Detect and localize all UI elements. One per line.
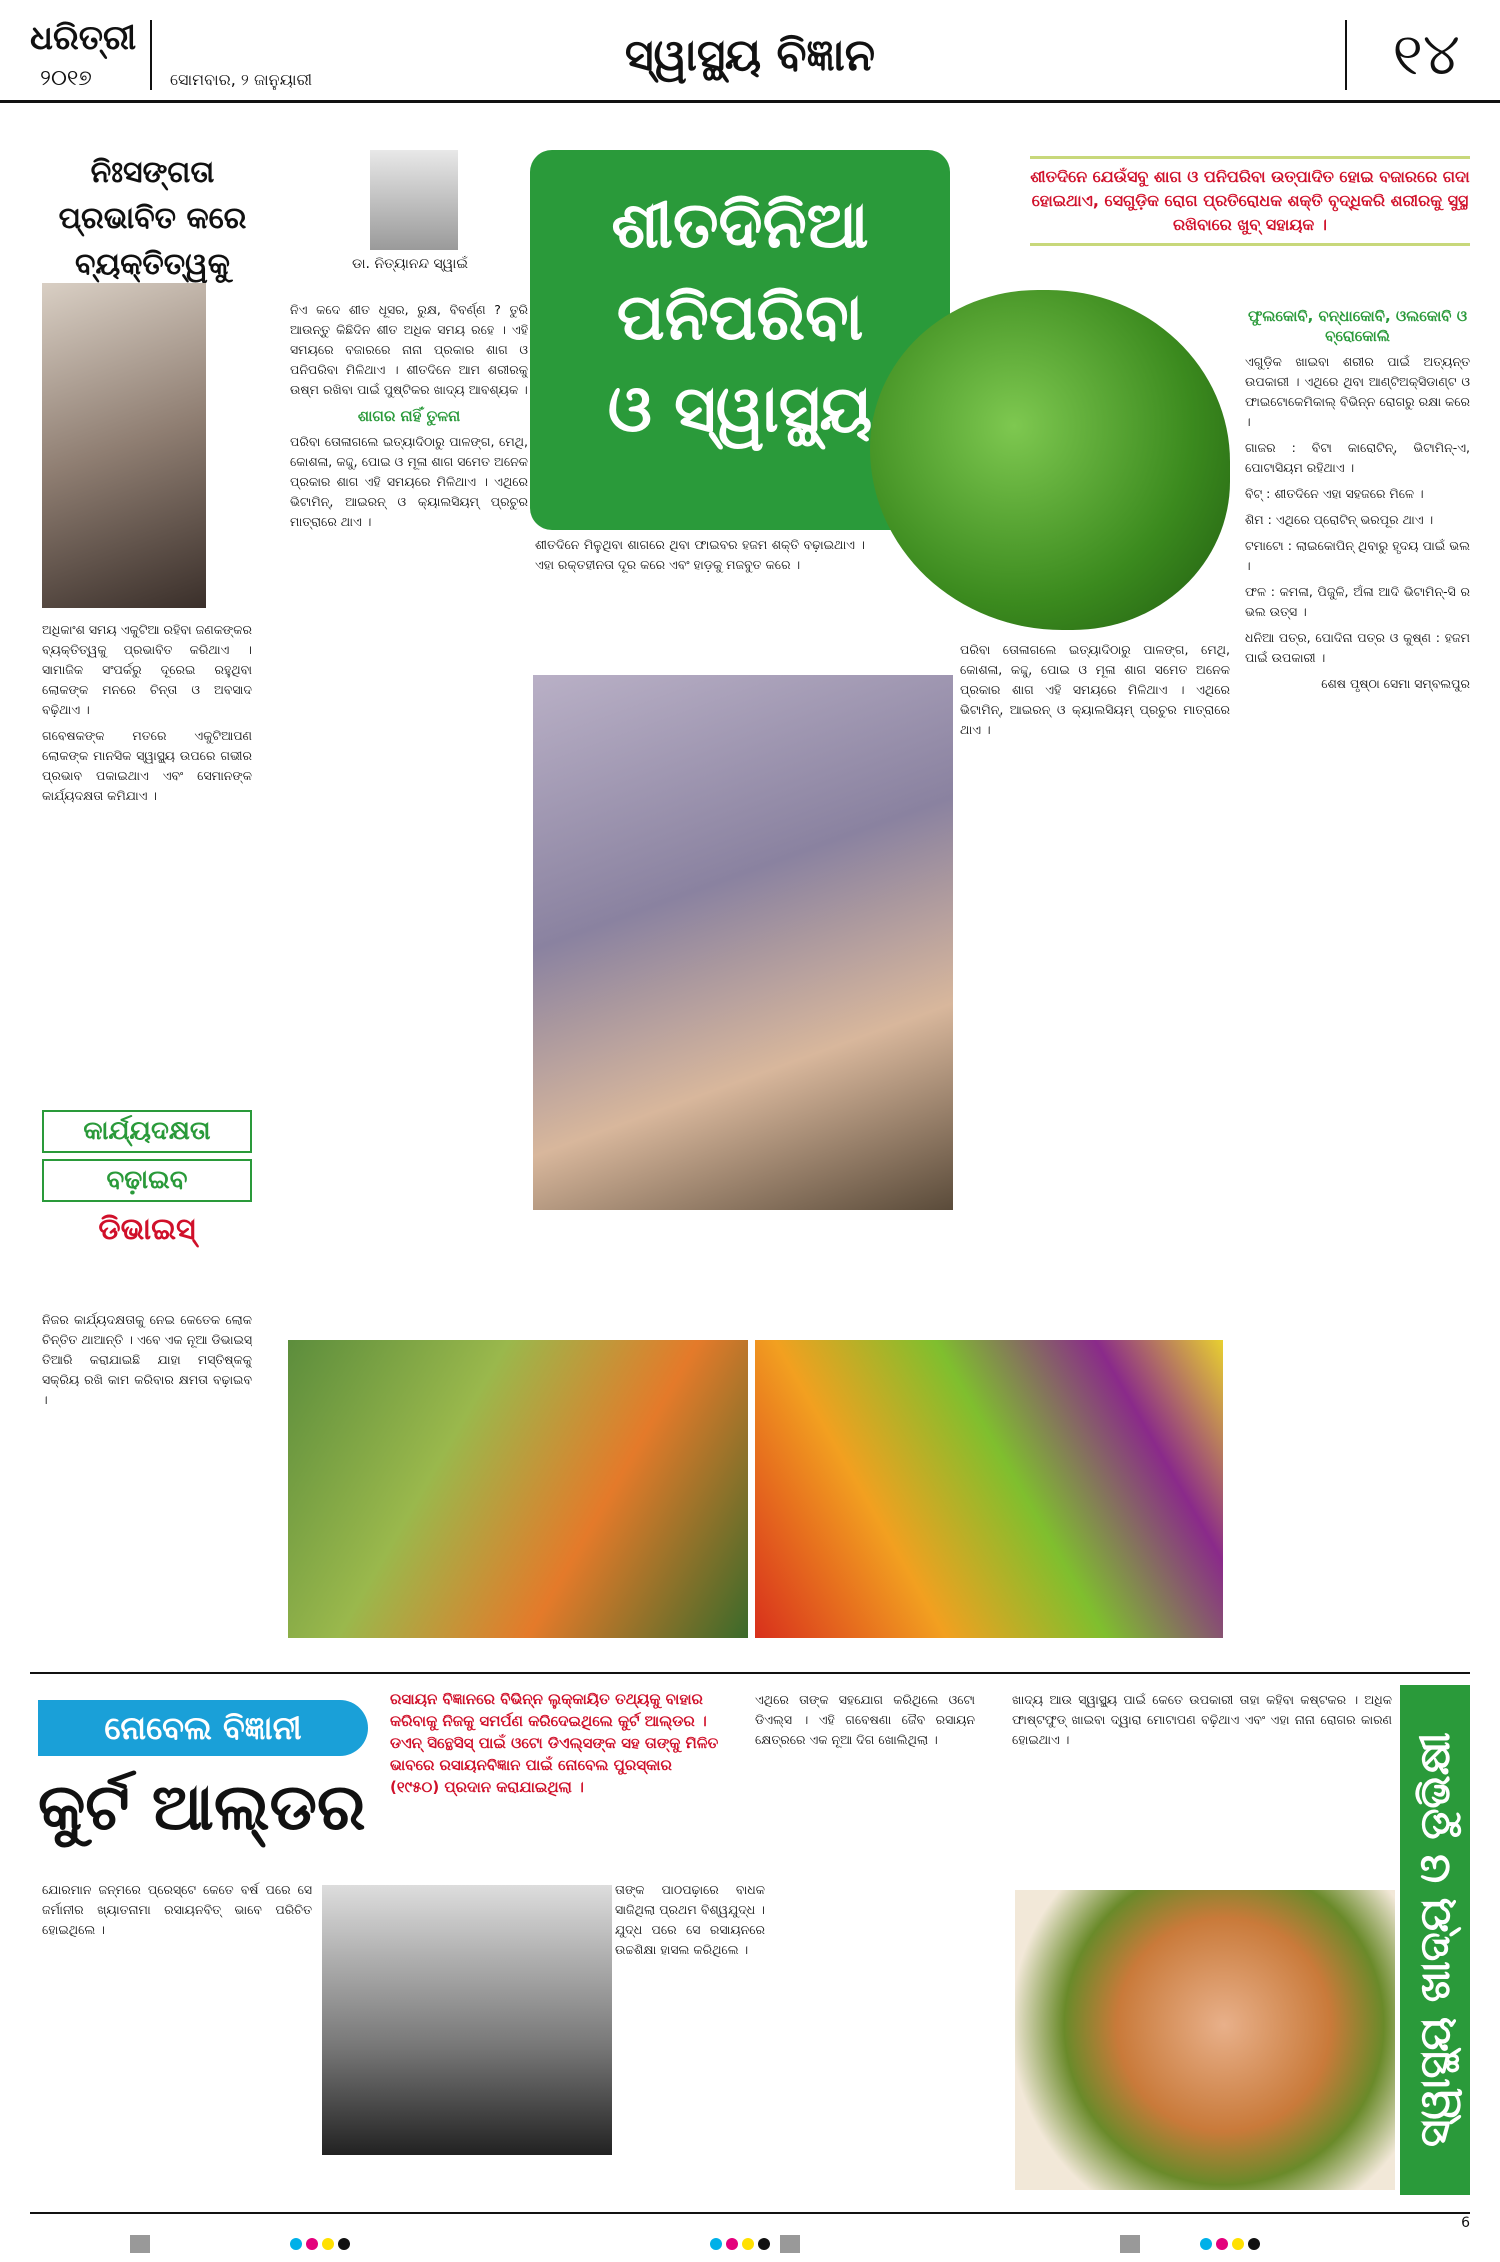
list-item: ଗାଜର : ବିଟା କାରୋଟିନ୍, ଭିଟାମିନ୍-ଏ, ପୋଟାସିୟମ ରହିଥାଏ । (1245, 440, 1470, 475)
paragraph: ଅଧିକାଂଶ ସମୟ ଏକୁଟିଆ ରହିବା ଜଣକଙ୍କର ବ୍ୟକ୍ତିତ୍ୱକୁ ପ୍ରଭାବିତ କରିଥାଏ । ସାମାଜିକ ସଂପର୍କରୁ ଦୂରେଇ ରହୁଥିବା ଲୋକଙ୍କ ମନରେ ଚିନ୍ତା ଓ ଅବସାଦ ବଢ଼ିଥାଏ । (42, 622, 252, 717)
magenta-swatch (306, 2238, 318, 2250)
author-box (290, 150, 530, 280)
masthead (0, 0, 1500, 103)
author-name: ଡା. ନିତ୍ୟାନନ୍ଦ ସ୍ୱାଇଁ (351, 256, 469, 272)
divider (30, 2212, 1470, 2214)
black-swatch (758, 2238, 770, 2250)
list-item: ଟମାଟୋ : ଲାଇକୋପିନ୍ ଥିବାରୁ ହୃଦୟ ପାଇଁ ଭଲ । (1245, 538, 1470, 573)
yellow-swatch (1232, 2238, 1244, 2250)
subheading: ଶାଗର ନାହିଁ ତୁଳନା (357, 407, 461, 425)
woman-eating-carrot-photo (533, 675, 953, 1210)
callout-text: ଶୀତଦିନେ ଯେଉଁସବୁ ଶାଗ ଓ ପନିପରିବା ଉତ୍ପାଦିତ ହୋଇ ବଜାରରେ ଗଦା ହୋଇଥାଏ, ସେଗୁଡ଼ିକ ରୋଗ ପ୍ରତିରୋଧକ ଶକ୍ତି ବୃଦ୍ଧିକରି ଶରୀରକୁ ସୁସ୍ଥ ରଖିବାରେ ଖୁବ୍ ସହାୟକ । (1030, 167, 1470, 234)
print-mark (1120, 2235, 1140, 2253)
sidebox-body: ନିଜର କାର୍ଯ୍ୟଦକ୍ଷତାକୁ ନେଇ କେତେକ ଲୋକ ଚିନ୍ତିତ ଥାଆନ୍ତି । ଏବେ ଏକ ନୂଆ ଡିଭାଇସ୍ ତିଆରି କରାଯାଇଛି ଯାହା ମସ୍ତିଷ୍କକୁ ସକ୍ରିୟ ରଖି କାମ କରିବାର କ୍ଷମତା ବଢ଼ାଇବ । (42, 1312, 252, 1407)
left-article-body (42, 620, 252, 1100)
black-swatch (338, 2238, 350, 2250)
vegetables-photo (288, 1340, 748, 1638)
divider (1345, 20, 1347, 90)
health-body: ଖାଦ୍ୟ ଆଉ ସ୍ୱାସ୍ଥ୍ୟ ପାଇଁ କେତେ ଉପକାରୀ ତାହା କହିବା କଷ୍ଟକର । ଅଧିକ ଫାଷ୍ଟଫୁଡ୍ ଖାଇବା ଦ୍ୱାରା ମୋଟାପଣ ବଢ଼ିଥାଏ ଏବଂ ଏହା ନାନା ରୋଗର କାରଣ ହୋଇଥାଏ । (1012, 1692, 1392, 1747)
divider (1030, 156, 1470, 159)
print-mark (780, 2235, 800, 2253)
health-banner: ସ୍ୱାସ୍ଥ୍ୟ ଖାଦ୍ୟ ଓ ଡୁଭିକ୍ଷୀ (1400, 1685, 1470, 2195)
cyan-swatch (710, 2238, 722, 2250)
black-swatch (1248, 2238, 1260, 2250)
nobel-col2: ତାଙ୍କ ପାଠପଢ଼ାରେ ବାଧକ ସାଜିଥିଲା ପ୍ରଥମ ବିଶ୍ୱଯୁଦ୍ଧ । ଯୁଦ୍ଧ ପରେ ସେ ରସାୟନରେ ଉଚ୍ଚଶିକ୍ଷା ହାସଲ କରିଥିଲେ । (615, 1882, 765, 1957)
yellow-swatch (322, 2238, 334, 2250)
spinach-image (870, 290, 1230, 630)
device-sidebox (42, 1110, 252, 1257)
author-photo (370, 150, 458, 250)
list-item: ଶିମ : ଏଥିରେ ପ୍ରୋଟିନ୍ ଭରପୂର ଥାଏ । (1245, 512, 1434, 527)
nobel-banner: ନୋବେଲ ବିଜ୍ଞାନୀ (38, 1700, 368, 1756)
magenta-swatch (726, 2238, 738, 2250)
main-article-col2: ଶୀତଦିନେ ମିଳୁଥିବା ଶାଗରେ ଥିବା ଫାଇବର ହଜମ ଶକ୍ତି ବଢ଼ାଇଥାଏ । ଏହା ରକ୍ତହୀନତା ଦୂର କରେ ଏବଂ ହାଡ଼କୁ ମଜବୁତ କରେ । (535, 537, 865, 572)
main-article-col3: ପରିବା ତୋଳାଗଲେ ଇତ୍ୟାଦିଠାରୁ ପାଳଙ୍ଗ, ମେଥି, କୋଶଳା, କଦ୍ଦୁ, ପୋଇ ଓ ମୂଳା ଶାଗ ସମେତ ଅନେକ ପ୍ରକାର ଶାଗ ଏହି ସମୟରେ ମିଳିଥାଏ । ଏଥିରେ ଭିଟାମିନ୍, ଆଇରନ୍ ଓ କ୍ୟାଲସିୟମ୍ ପ୍ରଚୁର ମାତ୍ରାରେ ଥାଏ । (960, 642, 1230, 737)
list-item: ବିଟ୍ : ଶୀତଦିନେ ଏହା ସହଜରେ ମିଳେ । (1245, 486, 1424, 501)
newspaper-logo: ଧରିତ୍ରୀ (30, 18, 137, 58)
list-item: ଫଳ : କମଳା, ପିଜୁଳି, ଅଁଳା ଆଦି ଭିଟାମିନ୍-ସି ର ଭଲ ଉତ୍ସ । (1245, 584, 1470, 619)
title-line: ପନିପରିବା (616, 280, 864, 355)
left-article-title: ନିଃସଙ୍ଗତା ପ୍ରଭାବିତ କରେ ବ୍ୟକ୍ତିତ୍ୱକୁ (58, 155, 247, 282)
woman-photo (42, 283, 206, 608)
sidebox-line: କାର୍ଯ୍ୟଦକ୍ଷତା (42, 1110, 252, 1153)
nobel-callout: ରସାୟନ ବିଜ୍ଞାନରେ ବିଭିନ୍ନ ଲୁକ୍କାୟିତ ତଥ୍ୟକୁ ବାହାର କରିବାକୁ ନିଜକୁ ସମର୍ପଣ କରିଦେଇଥିଲେ କୁର୍ଟ ଆଲ୍ଡର । ଡଏନ୍ ସିନ୍ଥେସିସ୍ ପାଇଁ ଓଟୋ ଡିଏଲ୍ସଙ୍କ ସହ ତାଙ୍କୁ ମିଳିତ ଭାବରେ ରସାୟନବିଜ୍ଞାନ ପାଇଁ ନୋବେଲ ପୁରସ୍କାର (୧୯୫୦) ପ୍ରଦାନ କରାଯାଇଥିଲା । (390, 1690, 719, 1796)
woman-burger-photo (1015, 1890, 1395, 2190)
section-title: ସ୍ୱାସ୍ଥ୍ୟ ବିଜ୍ଞାନ (624, 30, 876, 81)
nobel-name: କୁର୍ଟ ଆଲ୍ଡର (38, 1770, 366, 1845)
date-label: ସୋମବାର, ୨ ଜାନୁୟାରୀ (170, 70, 313, 89)
cyan-swatch (1200, 2238, 1212, 2250)
title-line: ଶୀତଦିନିଆ (611, 188, 869, 263)
title-line: ଓ ସ୍ୱାସ୍ଥ୍ୟ (607, 372, 873, 447)
nobel-col3: ଏଥିରେ ତାଙ୍କ ସହଯୋଗ କରିଥିଲେ ଓଟୋ ଡିଏଲ୍ସ । ଏହି ଗବେଷଣା ଜୈବ ରସାୟନ କ୍ଷେତ୍ରରେ ଏକ ନୂଆ ଦିଗ ଖୋଲିଥିଲା । (755, 1692, 975, 1747)
main-callout (1030, 150, 1470, 270)
page-footer-number: 6 (1461, 2215, 1470, 2231)
subheading: ଫୁଲକୋବି, ବନ୍ଧାକୋବି, ଓଲକୋବି ଓ ବ୍ରୋକୋଲି (1247, 307, 1468, 345)
page-number: ୧୪ (1392, 20, 1460, 88)
kurt-alder-portrait (322, 1885, 612, 2155)
nobel-col1: ଯୋରମାନ ଜନ୍ମରେ ପ୍ରେସ୍ଟେ କେତେ ବର୍ଷ ପରେ ସେ ଜର୍ମାନୀର ଖ୍ୟାତନାମା ରସାୟନବିତ୍ ଭାବେ ପରିଚିତ ହୋଇଥିଲେ । (42, 1882, 312, 1937)
sidebox-line: ବଢ଼ାଇବ (42, 1159, 252, 1202)
paragraph: ପରିବା ତୋଳାଗଲେ ଇତ୍ୟାଦିଠାରୁ ପାଳଙ୍ଗ, ମେଥି, କୋଶଳା, କଦ୍ଦୁ, ପୋଇ ଓ ମୂଳା ଶାଗ ସମେତ ଅନେକ ପ୍ରକାର ଶାଗ ଏହି ସମୟରେ ମିଳିଥାଏ । ଏଥିରେ ଭିଟାମିନ୍, ଆଇରନ୍ ଓ କ୍ୟାଲସିୟମ୍ ପ୍ରଚୁର ମାତ୍ରାରେ ଥାଏ । (290, 434, 528, 529)
yellow-swatch (742, 2238, 754, 2250)
main-article-col4 (1245, 300, 1470, 1650)
year-label: ୨୦୧୭ (40, 66, 92, 91)
magenta-swatch (1216, 2238, 1228, 2250)
main-article-col1 (290, 300, 528, 1315)
sidebox-line: ଡିଭାଇସ୍ (98, 1212, 196, 1247)
print-mark (130, 2235, 150, 2253)
fruits-photo (755, 1340, 1223, 1638)
signoff: ଶେଷ ପୃଷ୍ଠା ସେମା ସମ୍ବଲପୁର (1321, 676, 1470, 691)
divider (30, 1672, 1470, 1674)
cyan-swatch (290, 2238, 302, 2250)
paragraph: ଗବେଷକଙ୍କ ମତରେ ଏକୁଟିଆପଣ ଲୋକଙ୍କ ମାନସିକ ସ୍ୱାସ୍ଥ୍ୟ ଉପରେ ଗଭୀର ପ୍ରଭାବ ପକାଇଥାଏ ଏବଂ ସେମାନଙ୍କ କାର୍ଯ୍ୟଦକ୍ଷତା କମିଯାଏ । (42, 728, 252, 803)
paragraph: ନିଏ କଦେ ଶୀତ ଧୂସର, ରୁକ୍ଷ, ବିବର୍ଣ୍ଣ ? ତୁରି ଆଉନ୍ତୁ କିଛିଦିନ ଶୀତ ଅଧିକ ସମୟ ରହେ । ଏହି ସମୟରେ ବଜାରରେ ନାନା ପ୍ରକାର ଶାଗ ଓ ପନିପରିବା ମିଳିଥାଏ । ଶୀତଦିନେ ଆମ ଶରୀରକୁ ଉଷ୍ମ ରଖିବା ପାଇଁ ପୁଷ୍ଟିକର ଖାଦ୍ୟ ଆବଶ୍ୟକ । (290, 302, 528, 397)
divider (1030, 243, 1470, 246)
list-item: ଧନିଆ ପତ୍ର, ପୋଦିନା ପତ୍ର ଓ କୁଷ୍ଣ : ହଜମ ପାଇଁ ଉପକାରୀ । (1245, 630, 1470, 665)
paragraph: ଏଗୁଡ଼ିକ ଖାଇବା ଶରୀର ପାଇଁ ଅତ୍ୟନ୍ତ ଉପକାରୀ । ଏଥିରେ ଥିବା ଆଣ୍ଟିଅକ୍ସିଡାଣ୍ଟ ଓ ଫାଇଟୋକେମିକାଲ୍ ବିଭିନ୍ନ ରୋଗରୁ ରକ୍ଷା କରେ । (1245, 354, 1470, 429)
